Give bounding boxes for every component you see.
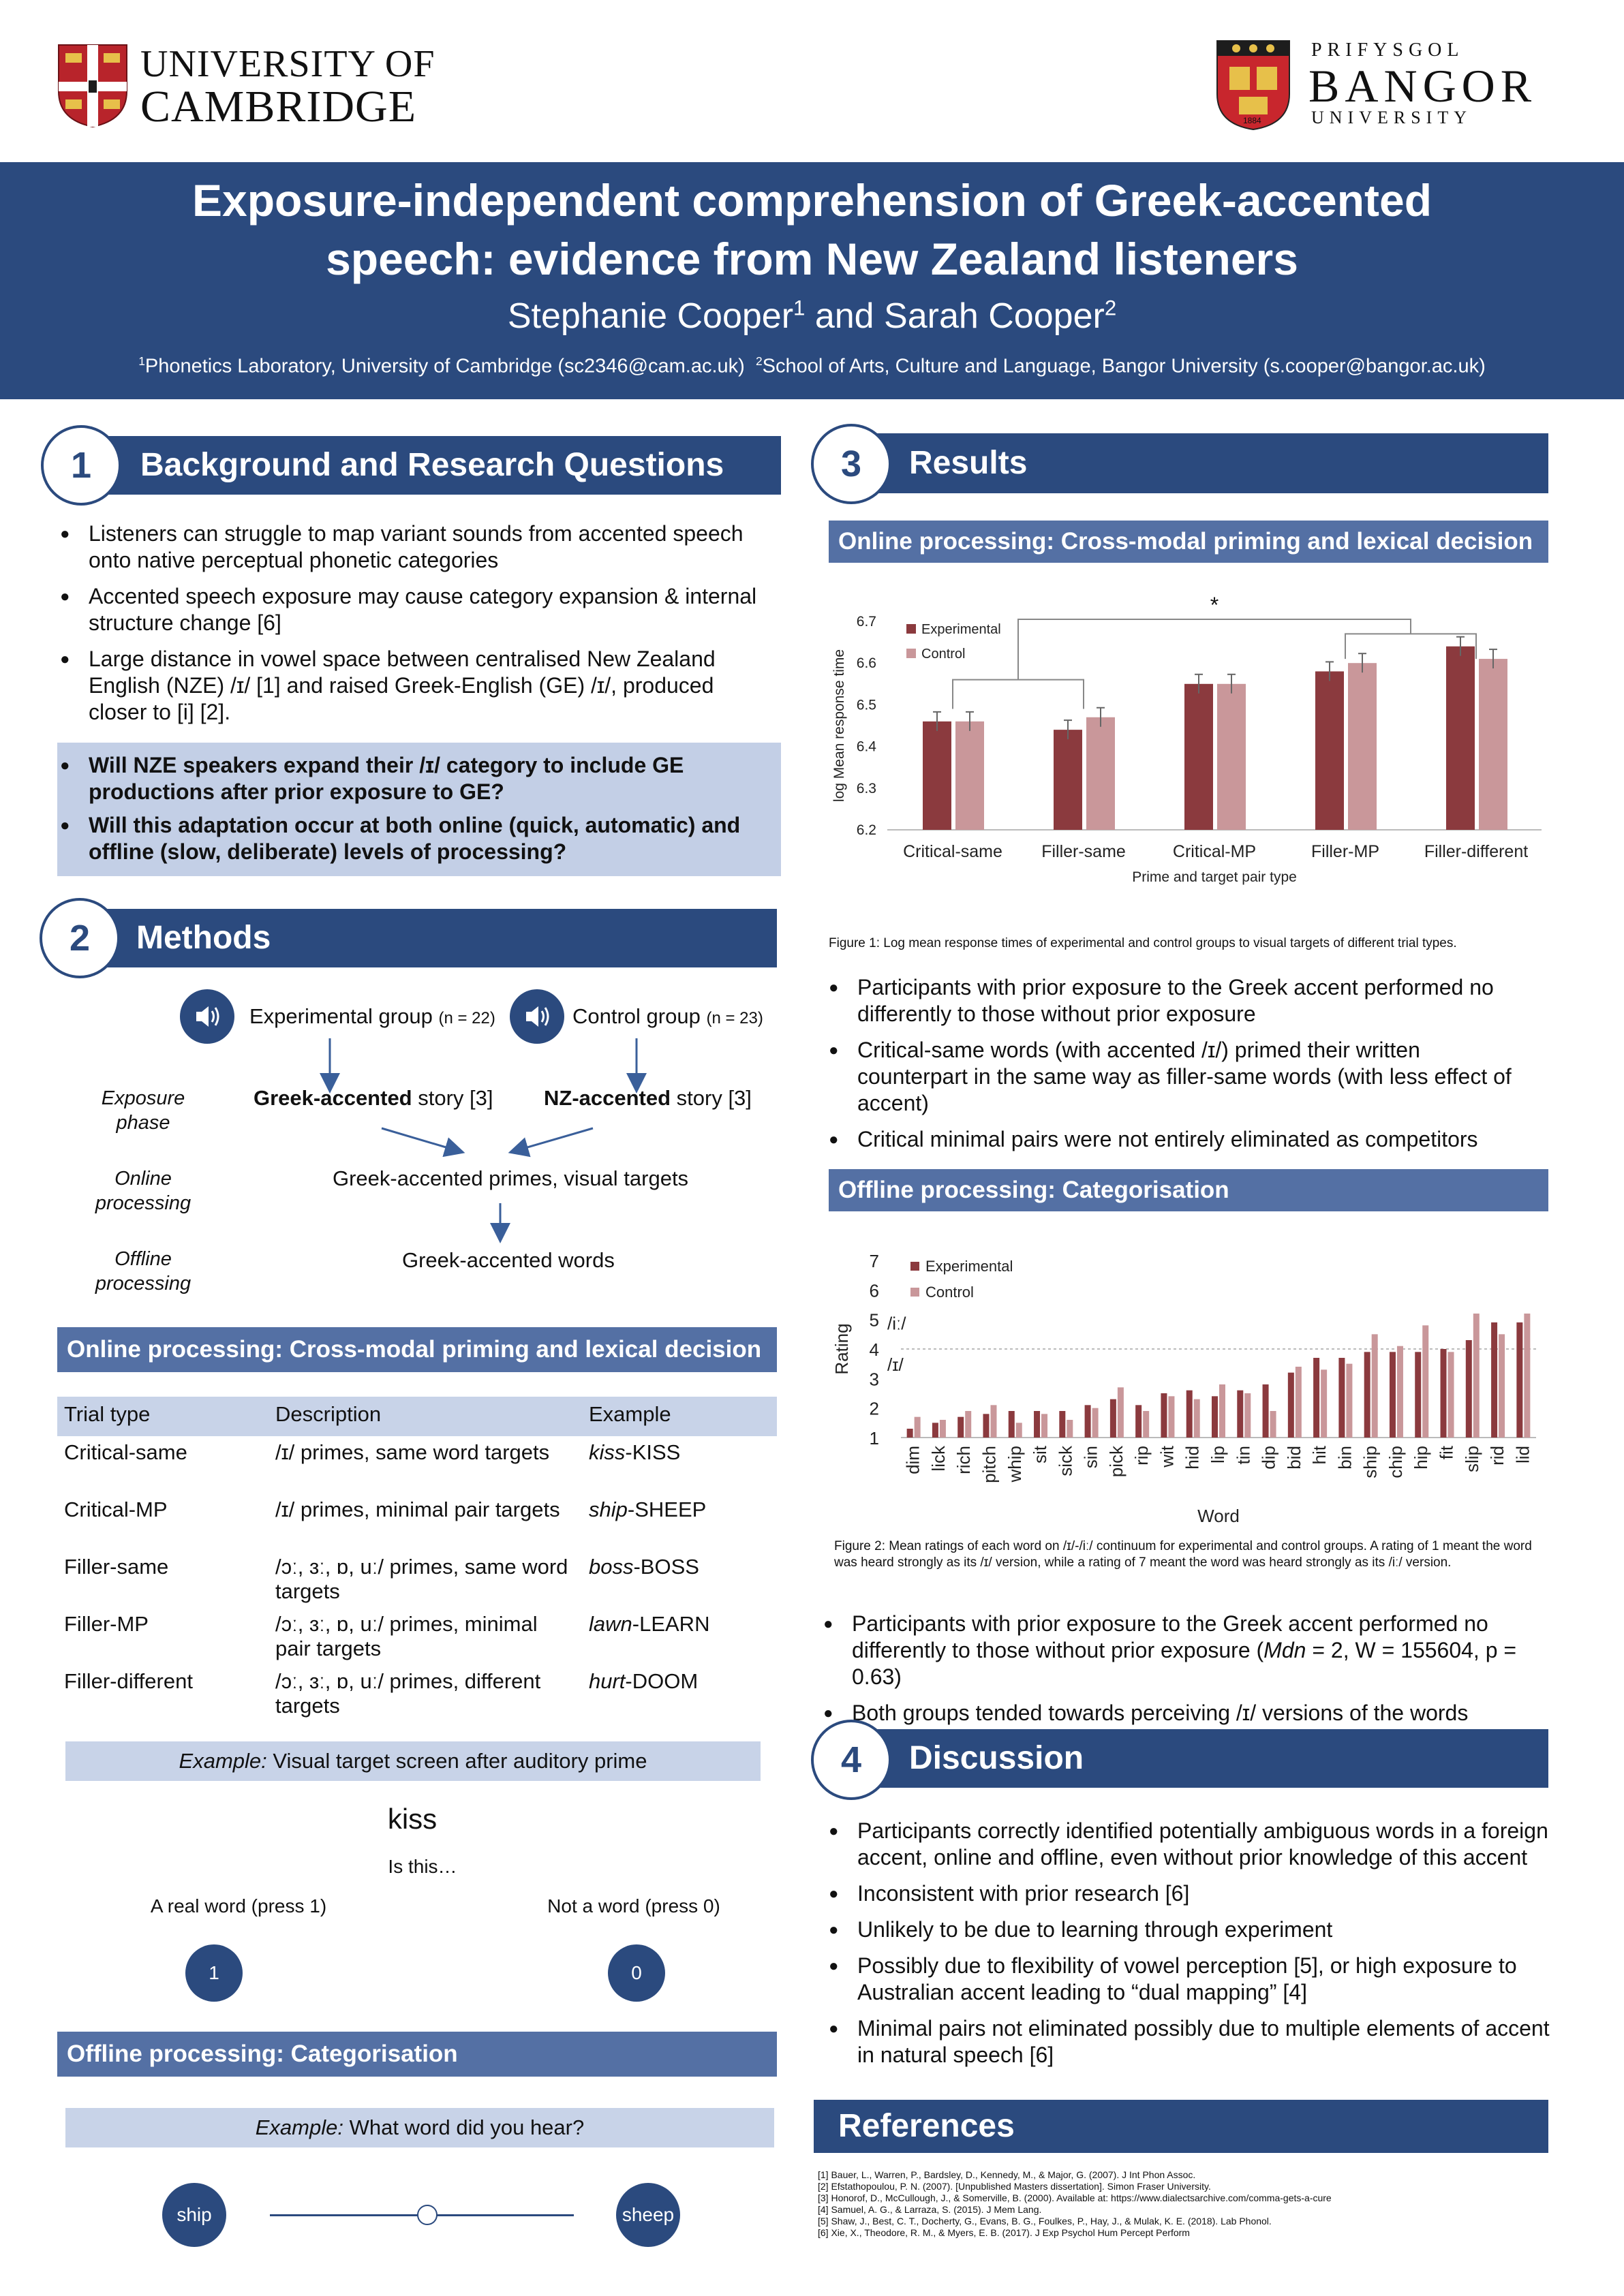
section-4-title: Discussion: [909, 1740, 1084, 1776]
bar-experimental: [1313, 1358, 1319, 1438]
y-axis-title: log Mean response time: [831, 649, 847, 803]
section-4-number: 4: [811, 1720, 891, 1800]
offline-box-text: Greek-accented words: [402, 1248, 615, 1272]
section-2-number: 2: [40, 898, 120, 978]
bar-control: [1348, 663, 1377, 830]
x-tick-label: hip: [1411, 1446, 1432, 1470]
affil-1-sup: 1: [138, 354, 145, 368]
table-row: [57, 1440, 777, 1498]
example1-rest: Visual target screen after auditory prime: [266, 1749, 647, 1773]
reference-item: [5] Shaw, J., Best, C. T., Docherty, G., Evans, B. G., Foulkes, P., Hay, J., & Mulak, K. E. (2018). Lab Phonol.: [818, 2216, 1272, 2227]
table-header-description: Description: [275, 1402, 382, 1426]
example-italic: hurt: [589, 1669, 626, 1693]
real-word-label: A real word (press 1): [150, 1895, 327, 1917]
bar-experimental: [1054, 730, 1082, 830]
results-online-bullet: ● Participants with prior exposure to the Greek accent performed no differently to those without prior exposure: [829, 974, 1531, 1027]
greek-story-bold: Greek-accented: [254, 1086, 412, 1110]
table-header-example: Example: [589, 1402, 671, 1426]
x-tick-label: slip: [1461, 1446, 1482, 1473]
bar-control: [1143, 1411, 1149, 1438]
bar-experimental: [1009, 1411, 1015, 1438]
research-question: ● Will NZE speakers expand their /ɪ/ category to include GE productions after prior exposure to GE?: [60, 752, 767, 805]
example-italic: lawn: [589, 1612, 632, 1636]
x-tick-label: fit: [1436, 1446, 1457, 1460]
y-tick-label: 6: [869, 1280, 879, 1301]
x-tick-label: rip: [1131, 1446, 1152, 1465]
bar-control: [1217, 684, 1246, 830]
figure-2-caption: Figure 2: Mean ratings of each word on /ɪ/-/iː/ continuum for experimental and control groups. A rating of 1 meant the word was heard strongly as its /ɪ/ version, while a rating of 7 meant the word was heard strongly as its /iː/ version.: [834, 1539, 1532, 1570]
row-label-online-1: Online: [114, 1168, 172, 1190]
bar-experimental: [983, 1414, 989, 1438]
section-1-title: Background and Research Questions: [140, 447, 724, 483]
control-group-label: [572, 1004, 763, 1029]
offline-b1-it: Mdn: [1263, 1638, 1306, 1662]
table-header-trial-type: Trial type: [64, 1402, 151, 1426]
table-row: [57, 1498, 777, 1555]
greek-story-rest: story [3]: [412, 1086, 493, 1110]
row-label-exposure-2: phase: [116, 1112, 170, 1134]
legend-swatch: [910, 1262, 919, 1271]
authors: [0, 296, 1624, 337]
ship-button[interactable]: ship: [162, 2183, 226, 2247]
legend-label: Control: [925, 1284, 974, 1301]
table-cell-type: Critical-MP: [64, 1498, 168, 1521]
bar-control: [1296, 1367, 1302, 1438]
bangor-line3: UNIVERSITY: [1311, 108, 1472, 127]
reference-item: [1] Bauer, L., Warren, P., Bardsley, D., Kennedy, M., & Major, G. (2007). J Int Phon Assoc.: [818, 2169, 1196, 2180]
row-label-online: [82, 1166, 204, 1215]
trial-table-header: [57, 1402, 777, 1440]
x-tick-label: rich: [953, 1446, 975, 1474]
y-tick-label: 6.4: [856, 739, 876, 755]
table-row: [57, 1555, 777, 1612]
y-tick-label: 2: [869, 1398, 879, 1419]
table-cell-type: Filler-MP: [64, 1612, 149, 1636]
bangor-line2: BANGOR: [1308, 60, 1537, 112]
bar-experimental: [1516, 1322, 1522, 1438]
ctrl-group-text: Control group: [572, 1004, 701, 1028]
bar-experimental: [932, 1423, 938, 1438]
bar-experimental: [1415, 1352, 1421, 1438]
bar-control: [1473, 1314, 1480, 1438]
bar-experimental: [1315, 671, 1344, 830]
significance-bracket-left: [953, 680, 1084, 709]
example-word-caption: [65, 2108, 774, 2147]
y-tick-label: 1: [869, 1428, 879, 1448]
section-2-title: Methods: [136, 920, 271, 956]
bar-control: [1092, 1408, 1099, 1438]
x-tick-label: Critical-same: [903, 842, 1002, 861]
table-cell-desc: /ɔː, ɜː, ɒ, uː/ primes, minimal pair targets: [275, 1612, 538, 1660]
results-offline-bullet: [823, 1611, 1552, 1690]
sheep-button[interactable]: sheep: [616, 2183, 680, 2247]
bar-control: [1346, 1364, 1352, 1438]
references-title: References: [838, 2108, 1015, 2144]
cambridge-logo: [57, 44, 466, 132]
bar-experimental: [1446, 647, 1475, 830]
bar-control: [915, 1417, 921, 1438]
bar-control: [1372, 1334, 1378, 1438]
example-italic: ship: [589, 1498, 628, 1521]
table-row: [57, 1669, 777, 1726]
bar-control: [1016, 1423, 1022, 1438]
author-2-sup: 2: [1104, 296, 1117, 320]
bar-control: [1118, 1387, 1124, 1438]
background-bullet: ● Listeners can struggle to map variant sounds from accented speech onto native perceptual phonetic categories: [60, 521, 776, 574]
table-cell-desc: /ɔː, ɜː, ɒ, uː/ primes, different targets: [275, 1669, 541, 1718]
rating-slider-handle[interactable]: [417, 2205, 438, 2225]
research-questions-box: [57, 743, 781, 876]
discussion-bullet: ● Possibly due to flexibility of vowel perception [5], or high exposure to Australian accent leading to “dual mapping” [4]: [829, 1953, 1551, 2006]
x-tick-label: Filler-MP: [1311, 842, 1379, 861]
nz-story-text: [544, 1086, 752, 1111]
example-rest: -KISS: [625, 1440, 681, 1464]
bar-control: [1041, 1414, 1047, 1438]
methods-offline-subtitle: Offline processing: Categorisation: [57, 2032, 777, 2077]
affil-1: Phonetics Laboratory, University of Cambridge (sc2346@cam.ac.uk): [144, 355, 745, 377]
x-tick-label: pitch: [979, 1446, 1000, 1483]
x-tick-label: tin: [1233, 1446, 1254, 1465]
bar-experimental: [1034, 1411, 1040, 1438]
reference-item: [4] Samuel, A. G., & Larraza, S. (2015). J Mem Lang.: [818, 2204, 1042, 2215]
x-tick-label: dip: [1258, 1446, 1279, 1470]
cambridge-shield-icon: [57, 44, 128, 128]
figure-1-caption: Figure 1: Log mean response times of experimental and control groups to visual targets of different trial types.: [829, 936, 1457, 950]
bar-control: [1524, 1314, 1530, 1438]
x-tick-label: sick: [1055, 1446, 1076, 1476]
legend-swatch: [906, 624, 916, 634]
row-label-online-2: processing: [95, 1192, 191, 1214]
author-1-sup: 1: [793, 296, 806, 320]
section-3-title: Results: [909, 445, 1028, 481]
table-cell-example: [582, 1555, 777, 1612]
results-offline-subtitle: Offline processing: Categorisation: [829, 1169, 1548, 1211]
annotation-ii: /iː/: [887, 1313, 906, 1334]
significance-star: *: [1210, 592, 1219, 617]
x-tick-label: sin: [1080, 1446, 1101, 1469]
table-cell-desc: /ɔː, ɜː, ɒ, uː/ primes, same word targets: [275, 1555, 568, 1603]
bar-experimental: [957, 1417, 964, 1438]
bangor-year: 1884: [1243, 116, 1261, 125]
bar-experimental: [1184, 684, 1213, 830]
legend-swatch: [910, 1288, 919, 1297]
table-row: [57, 1612, 777, 1669]
example-italic: kiss: [589, 1440, 626, 1464]
bar-experimental: [1263, 1384, 1269, 1438]
methods-online-subtitle: Online processing: Cross-modal priming and lexical decision: [57, 1327, 777, 1372]
poster-title-line2: speech: evidence from New Zealand listeners: [326, 234, 1298, 284]
bar-experimental: [1288, 1373, 1294, 1438]
y-tick-label: 3: [869, 1369, 879, 1390]
bar-control: [1479, 659, 1507, 830]
discussion-bullet: ● Minimal pairs not eliminated possibly due to multiple elements of accent in natural speech [6]: [829, 2015, 1551, 2068]
background-bullet: ● Large distance in vowel space between centralised New Zealand English (NZE) /ɪ/ [1] and raised Greek-English (GE) /ɪ/, produced closer to [i] [2].: [60, 646, 776, 726]
results-online-bullets: [829, 974, 1531, 1162]
results-online-bullet: ● Critical minimal pairs were not entirely eliminated as competitors: [829, 1126, 1531, 1153]
screen-question: Is this…: [388, 1856, 457, 1877]
author-2: Sarah Cooper: [884, 296, 1105, 336]
bar-experimental: [1338, 1358, 1345, 1438]
discussion-bullet: ● Unlikely to be due to learning through experiment: [829, 1917, 1551, 1943]
x-tick-label: chip: [1385, 1446, 1406, 1478]
legend-label: Control: [921, 647, 966, 662]
bar-control: [1270, 1411, 1276, 1438]
press-0-button[interactable]: 0: [608, 1944, 665, 2002]
discussion-bullets: [829, 1818, 1551, 2078]
x-tick-label: hit: [1309, 1446, 1330, 1465]
legend-label: Experimental: [925, 1258, 1013, 1275]
section-4-bar: [851, 1729, 1548, 1788]
bar-control: [1448, 1352, 1454, 1438]
bar-experimental: [1466, 1340, 1472, 1438]
bar-control: [940, 1420, 946, 1438]
affil-2-sup: 2: [755, 354, 763, 368]
bar-control: [1397, 1346, 1403, 1438]
row-label-offline: [82, 1247, 204, 1296]
bar-experimental: [923, 722, 951, 830]
table-cell-type: Critical-same: [64, 1440, 187, 1464]
bar-experimental: [1237, 1391, 1243, 1438]
trial-type-table: [57, 1402, 777, 1726]
bangor-line1: PRIFYSGOL: [1311, 40, 1465, 61]
online-box-text: Greek-accented primes, visual targets: [333, 1166, 689, 1190]
row-label-exposure: [82, 1086, 204, 1135]
table-cell-desc: /ɪ/ primes, same word targets: [275, 1440, 550, 1464]
row-label-offline-1: Offline: [114, 1248, 172, 1270]
reference-item: [3] Honorof, D., McCullough, J., & Somerville, B. (2000). Available at: https://www.dialectsarchive.com/comma-gets-a-cure: [818, 2192, 1332, 2203]
exp-group-n: (n = 22): [438, 1009, 495, 1027]
annotation-i: /ɪ/: [887, 1354, 904, 1375]
example2-italic: Example:: [255, 2115, 343, 2139]
y-axis-title: Rating: [831, 1323, 852, 1375]
bar-experimental: [1110, 1399, 1116, 1438]
table-cell-example: [582, 1440, 777, 1498]
legend-swatch: [906, 649, 916, 658]
x-tick-label: Critical-MP: [1172, 842, 1257, 861]
example-screen-caption: [65, 1741, 761, 1781]
bar-experimental: [1212, 1396, 1218, 1438]
bar-experimental: [1390, 1352, 1396, 1438]
example-rest: -DOOM: [625, 1669, 699, 1693]
nz-story-bold: NZ-accented: [544, 1086, 671, 1110]
row-label-offline-2: processing: [95, 1273, 191, 1294]
legend-label: Experimental: [921, 622, 1001, 637]
not-word-label: Not a word (press 0): [547, 1895, 720, 1917]
x-tick-label: ship: [1360, 1446, 1381, 1478]
figure-2-chart: [818, 1235, 1554, 1527]
x-tick-label: hid: [1182, 1446, 1203, 1470]
reference-item: [6] Xie, X., Theodore, R. M., & Myers, E. B. (2017). J Exp Psychol Hum Percept Perform: [818, 2227, 1190, 2238]
table-cell-type: Filler-different: [64, 1669, 193, 1693]
bar-control: [1067, 1420, 1073, 1438]
section-3-bar: [851, 433, 1548, 493]
x-tick-label: lid: [1512, 1446, 1533, 1464]
x-tick-label: dim: [902, 1446, 923, 1474]
table-cell-example: [582, 1498, 777, 1555]
table-cell-example: [582, 1669, 777, 1726]
bar-control: [1422, 1325, 1428, 1438]
offline-b1-post: = 2, W = 155604, p = 0.63): [852, 1638, 1517, 1689]
results-online-subtitle: Online processing: Cross-modal priming and lexical decision: [829, 521, 1548, 563]
y-tick-label: 6.6: [856, 655, 876, 672]
bar-control: [955, 722, 984, 830]
y-tick-label: 7: [869, 1251, 879, 1271]
bar-experimental: [1186, 1391, 1193, 1438]
y-tick-label: 6.7: [856, 614, 876, 630]
bar-experimental: [1491, 1322, 1497, 1438]
example-italic: boss: [589, 1555, 634, 1579]
references-list: [818, 2169, 1540, 2239]
references-bar: [814, 2100, 1548, 2153]
bar-control: [1321, 1369, 1327, 1438]
reference-item: [2] Efstathopoulou, P. N. (2007). [Unpublished Masters dissertation]. Simon Fraser University.: [818, 2181, 1211, 2192]
greek-story-text: [254, 1086, 493, 1111]
exp-group-text: Experimental group: [249, 1004, 433, 1028]
results-online-bullet: ● Critical-same words (with accented /ɪ/) primed their written counterpart in the same way as filler-same words (with less effect of accent): [829, 1037, 1531, 1117]
x-tick-label: Filler-same: [1041, 842, 1126, 861]
section-2-bar: [102, 909, 777, 967]
cambridge-line1: UNIVERSITY OF: [140, 43, 435, 85]
x-tick-label: lick: [928, 1446, 949, 1472]
example-rest: -LEARN: [632, 1612, 710, 1636]
experimental-group-label: [249, 1004, 495, 1029]
author-1: Stephanie Cooper: [507, 296, 794, 336]
table-cell-example: [582, 1612, 777, 1669]
discussion-bullet: ● Participants correctly identified potentially ambiguous words in a foreign accent, online and offline, even without prior knowledge of this accent: [829, 1818, 1551, 1871]
y-tick-label: 6.5: [856, 697, 876, 713]
bar-control: [1086, 717, 1115, 830]
x-tick-label: sit: [1030, 1446, 1051, 1463]
affiliations: [0, 354, 1624, 378]
nz-story-rest: story [3]: [671, 1086, 752, 1110]
x-tick-label: pick: [1105, 1446, 1127, 1478]
bar-experimental: [1364, 1352, 1370, 1438]
offline-b1-pre: Participants with prior exposure to the Greek accent performed no differently to those without prior exposure (: [852, 1611, 1488, 1662]
y-tick-label: 6.3: [856, 780, 876, 796]
figure-1-chart: [825, 579, 1561, 913]
bangor-logo: [1216, 40, 1597, 135]
x-axis-title: Word: [1197, 1506, 1240, 1526]
bar-control: [1194, 1399, 1200, 1438]
poster-title-line1: Exposure-independent comprehension of Greek-accented: [191, 175, 1433, 226]
press-1-button[interactable]: 1: [185, 1944, 243, 2002]
example-rest: -BOSS: [633, 1555, 699, 1579]
results-offline-bullet: ● Both groups tended towards perceiving /ɪ/ versions of the words: [823, 1700, 1552, 1726]
affil-2: School of Arts, Culture and Language, Bangor University (s.cooper@bangor.ac.uk): [762, 355, 1486, 377]
section-3-number: 3: [811, 424, 891, 504]
background-bullet: ● Accented speech exposure may cause category expansion & internal structure change [6]: [60, 583, 776, 636]
bar-control: [1244, 1393, 1251, 1438]
bar-control: [1168, 1396, 1174, 1438]
bar-experimental: [907, 1429, 913, 1438]
x-tick-label: wit: [1156, 1446, 1178, 1468]
bar-experimental: [1135, 1405, 1142, 1438]
example-rest: -SHEEP: [627, 1498, 707, 1521]
x-tick-label: bid: [1283, 1446, 1304, 1470]
section-1-bar: [102, 436, 781, 495]
y-tick-label: 6.2: [856, 822, 876, 838]
y-tick-label: 5: [869, 1309, 879, 1331]
x-axis-title: Prime and target pair type: [1132, 869, 1297, 885]
example1-italic: Example:: [179, 1749, 267, 1773]
section-1-number: 1: [41, 425, 121, 506]
screen-word: kiss: [387, 1803, 438, 1835]
bar-experimental: [1059, 1411, 1065, 1438]
bar-experimental: [1161, 1393, 1167, 1438]
bar-experimental: [1085, 1405, 1091, 1438]
ctrl-group-n: (n = 23): [706, 1009, 763, 1027]
x-tick-label: whip: [1004, 1446, 1025, 1483]
bar-control: [965, 1411, 971, 1438]
row-label-exposure-1: Exposure: [101, 1087, 185, 1109]
cambridge-line2: CAMBRIDGE: [140, 82, 417, 131]
background-bullets: [60, 521, 776, 735]
x-tick-label: bin: [1334, 1446, 1355, 1470]
bar-experimental: [1441, 1349, 1447, 1438]
bar-control: [1499, 1334, 1505, 1438]
bar-control: [1219, 1384, 1225, 1438]
research-question: ● Will this adaptation occur at both online (quick, automatic) and offline (slow, deliberate) levels of processing?: [60, 812, 767, 865]
results-offline-bullets: [823, 1611, 1552, 1736]
x-tick-label: Filler-different: [1424, 842, 1529, 861]
table-cell-desc: /ɪ/ primes, minimal pair targets: [275, 1498, 560, 1521]
bar-control: [990, 1405, 996, 1438]
x-tick-label: rid: [1487, 1446, 1508, 1465]
example2-rest: What word did you hear?: [343, 2115, 585, 2139]
discussion-bullet: ● Inconsistent with prior research [6]: [829, 1880, 1551, 1907]
authors-and: and: [805, 296, 885, 336]
x-tick-label: lip: [1208, 1446, 1228, 1464]
table-cell-type: Filler-same: [64, 1555, 169, 1579]
y-tick-label: 4: [869, 1339, 879, 1360]
